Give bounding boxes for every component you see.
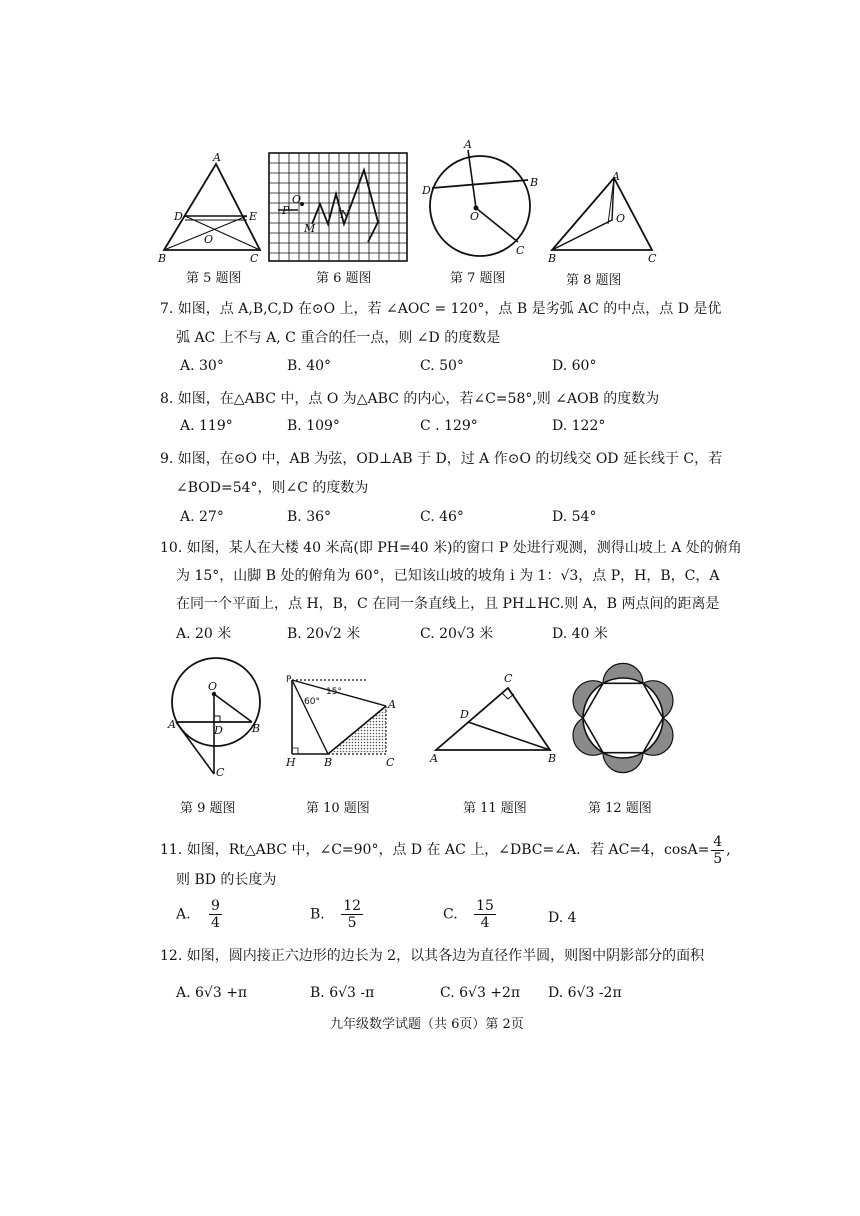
q9-line2: ∠BOD=54°，则∠C 的度数为 [176, 480, 369, 496]
q9-option-c: C. 46° [420, 509, 464, 525]
svg-text:D: D [174, 210, 183, 223]
svg-text:O: O [616, 212, 626, 225]
caption-fig7: 第 7 题图 [450, 271, 506, 286]
svg-text:D: D [422, 184, 431, 197]
svg-text:C: C [250, 252, 259, 265]
svg-text:B: B [530, 176, 539, 189]
figure-11 [428, 668, 560, 768]
q12-option-a: A. 6√3 +π [176, 985, 248, 1001]
q10-option-d: D. 40 米 [552, 626, 608, 642]
q7-line1: 7. 如图，点 A,B,C,D 在⊙O 上，若 ∠AOC = 120°，点 B 是劣弧 AC 的中点，点 D 是优 [160, 301, 722, 317]
q7-option-a: A. 30° [180, 358, 224, 374]
q7-option-b: B. 40° [287, 358, 332, 374]
figure-10 [282, 672, 402, 772]
svg-text:N: N [340, 208, 350, 221]
figure-7 [420, 138, 542, 266]
q8-line1: 8. 如图，在△ABC 中，点 O 为△ABC 的内心，若∠C=58°,则 ∠AOB 的度数为 [160, 391, 660, 407]
q9-option-d: D. 54° [552, 509, 597, 525]
q11-line2: 则 BD 的长度为 [176, 872, 277, 888]
q7-option-d: D. 60° [552, 358, 597, 374]
svg-text:A: A [612, 170, 620, 183]
q7-option-c: C. 50° [420, 358, 464, 374]
svg-text:C: C [504, 672, 513, 685]
svg-text:P: P [286, 675, 292, 685]
q7-line2: 弧 AC 上不与 A, C 重合的任一点，则 ∠D 的度数是 [176, 330, 501, 346]
svg-text:A: A [213, 151, 221, 164]
q11-option-a: A. $\frac{9}{4}$ [176, 898, 220, 931]
q11-cos-fraction: $\frac{4}{5}$ [713, 833, 723, 867]
svg-text:C: C [516, 244, 525, 257]
caption-fig12: 第 12 题图 [588, 801, 652, 816]
q8-option-a: A. 119° [180, 418, 233, 434]
q9-option-b: B. 36° [287, 509, 332, 525]
svg-text:H: H [286, 756, 296, 769]
svg-text:O: O [470, 210, 480, 223]
q9-line1: 9. 如图，在⊙O 中，AB 为弦，OD⊥AB 于 D，过 A 作⊙O 的切线交 OD 延长线于 C，若 [160, 451, 723, 467]
svg-text:P: P [282, 204, 290, 217]
svg-text:B: B [252, 722, 261, 735]
caption-fig10: 第 10 题图 [306, 801, 370, 816]
q10-option-c: C. 20√3 米 [420, 626, 494, 642]
q11-option-c: C. $\frac{15}{4}$ [443, 898, 494, 931]
q10-line2: 为 15°，山脚 B 处的俯角为 60°，已知该山坡的坡角 i 为 1：√3，点 P，H，B，C，A [176, 568, 720, 584]
caption-fig6: 第 6 题图 [316, 271, 372, 286]
caption-fig11: 第 11 题图 [463, 801, 527, 816]
q10-line3: 在同一个平面上，点 H，B，C 在同一条直线上，且 PH⊥HC.则 A，B 两点间的距离是 [176, 596, 720, 612]
figure-9 [166, 644, 270, 784]
svg-text:B: B [548, 752, 557, 765]
svg-text:15°: 15° [326, 687, 342, 697]
q8-option-d: D. 122° [552, 418, 606, 434]
caption-fig8: 第 8 题图 [566, 273, 622, 288]
q11-text: 11. 如图，Rt△ABC 中，∠C=90°，点 D 在 AC 上，∠DBC=∠A．若 AC=4，cosA= [160, 842, 710, 858]
svg-text:A: A [464, 138, 472, 151]
q12-option-d: D. 6√3 -2π [548, 985, 622, 1001]
svg-text:E: E [249, 210, 258, 223]
q11-option-d: D. 4 [548, 910, 577, 926]
q12-option-c: C. 6√3 +2π [440, 985, 521, 1001]
q10-line1: 10. 如图，某人在大楼 40 米高(即 PH=40 米)的窗口 P 处进行观测，测得山坡上 A 处的俯角 [160, 540, 742, 556]
svg-text:D: D [214, 724, 223, 737]
page-footer: 九年级数学试题（共 6页）第 2页 [330, 1017, 524, 1032]
figure-5 [158, 150, 268, 265]
svg-text:O: O [208, 680, 218, 693]
svg-text:B: B [548, 252, 557, 265]
svg-text:A: A [430, 752, 438, 765]
caption-fig5: 第 5 题图 [186, 271, 242, 286]
q11-line1: 11. 如图，Rt△ABC 中，∠C=90°，点 D 在 AC 上，∠DBC=∠A．若 AC=4，cosA= $\frac{4}{5}$ , [160, 833, 731, 867]
figure-12 [566, 652, 680, 784]
svg-text:D: D [460, 708, 469, 721]
svg-text:O: O [204, 233, 214, 246]
svg-text:C: C [386, 756, 395, 769]
svg-text:C: C [216, 766, 225, 779]
q10-option-a: A. 20 米 [176, 626, 232, 642]
q12-option-b: B. 6√3 -π [310, 985, 375, 1001]
q8-option-c: C . 129° [420, 418, 478, 434]
q11-option-b: B. $\frac{12}{5}$ [310, 898, 362, 931]
figure-8 [544, 170, 664, 266]
svg-text:C: C [648, 252, 657, 265]
caption-fig9: 第 9 题图 [180, 801, 236, 816]
svg-text:M: M [304, 222, 316, 235]
svg-text:60°: 60° [304, 697, 320, 707]
svg-text:B: B [158, 252, 167, 265]
q9-option-a: A. 27° [180, 509, 224, 525]
svg-text:B: B [324, 756, 333, 769]
svg-text:O: O [292, 193, 302, 206]
svg-text:A: A [168, 718, 176, 731]
figure-6 [268, 152, 410, 264]
q12-line1: 12. 如图，圆内接正六边形的边长为 2，以其各边为直径作半圆，则图中阴影部分的面积 [160, 948, 705, 964]
svg-text:A: A [388, 698, 396, 711]
q8-option-b: B. 109° [287, 418, 340, 434]
q10-option-b: B. 20√2 米 [287, 626, 361, 642]
